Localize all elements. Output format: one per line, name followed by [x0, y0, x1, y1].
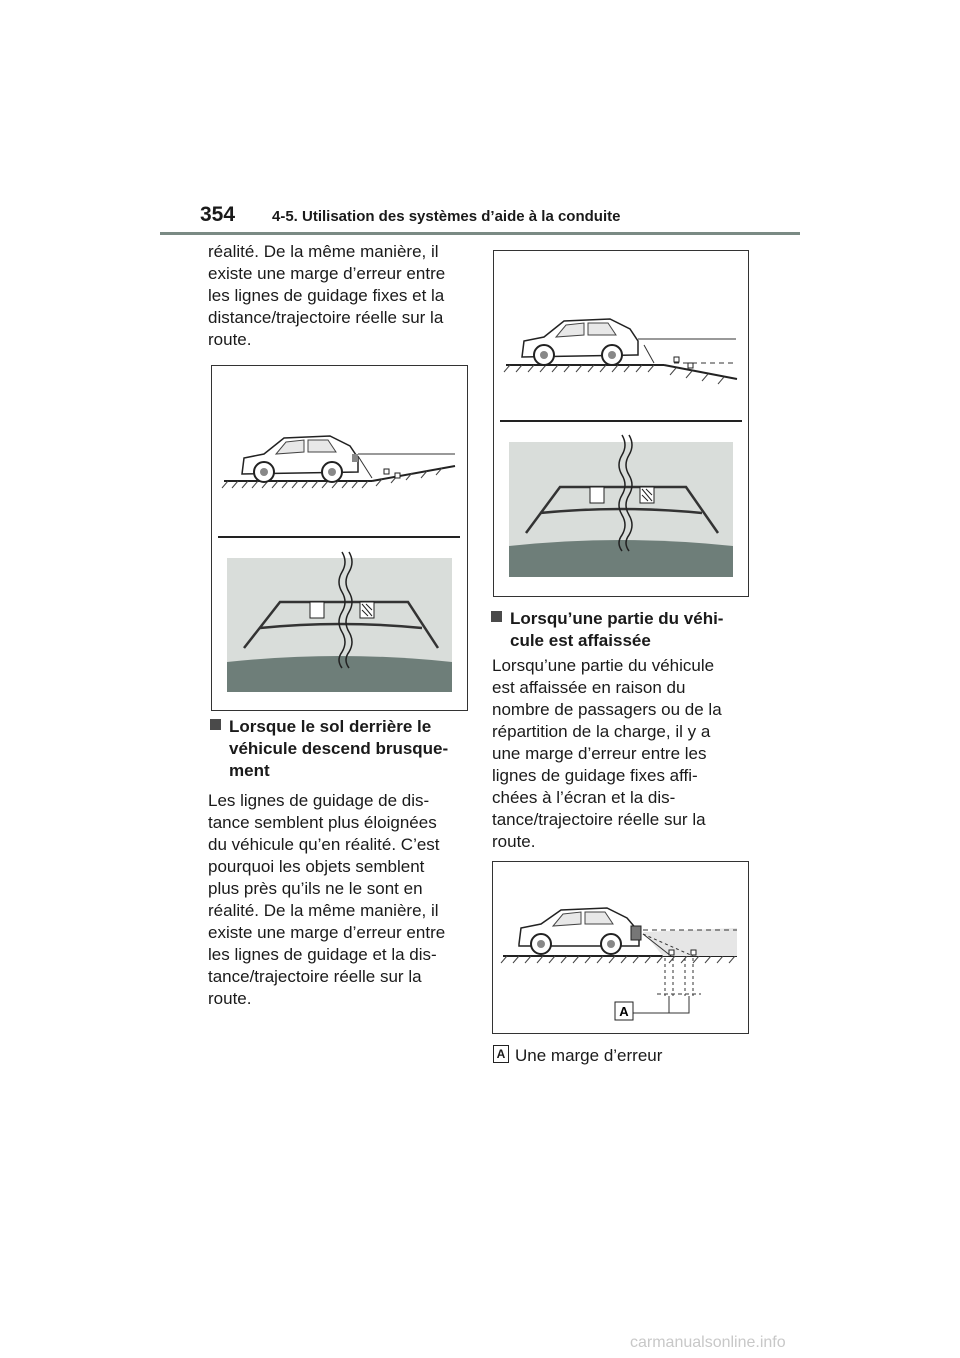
figure-slope-right: [493, 250, 749, 597]
car-icon: [519, 908, 641, 954]
intro-paragraph: [208, 241, 445, 351]
text-line: tance/trajectoire réelle sur la: [208, 967, 422, 986]
text-line: du véhicule qu’en réalité. C’est: [208, 835, 440, 854]
heading-line: Lorsqu’une partie du véhi-: [510, 609, 724, 628]
legend-text: Une marge d’erreur: [515, 1046, 663, 1065]
text-line: tance semblent plus éloignées: [208, 813, 437, 832]
heading-line: véhicule descend brusque-: [229, 739, 449, 758]
text-line: une marge d’erreur entre les: [492, 744, 707, 763]
heading-line: Lorsque le sol derrière le: [229, 717, 432, 736]
section-title: 4-5. Utilisation des systèmes d’aide à la conduite: [272, 208, 621, 225]
text-line: Lorsqu’une partie du véhicule: [492, 656, 715, 675]
text-line: réalité. De la même manière, il: [208, 901, 439, 920]
text-line: est affaissée en raison du: [492, 678, 686, 697]
bullet-square-icon: [491, 611, 502, 622]
camera-screen: [509, 435, 733, 577]
text-line: les lignes de guidage et la dis-: [208, 945, 437, 964]
text-line: pourquoi les objets semblent: [208, 857, 425, 876]
legend: [493, 1045, 662, 1067]
text-line: existe une marge d’erreur entre: [208, 923, 446, 942]
text-line: les lignes de guidage fixes et la: [208, 286, 445, 305]
figure-slope-down: [211, 365, 468, 711]
text-line: répartition de la charge, il y a: [492, 722, 711, 741]
legend-badge: A: [493, 1045, 509, 1063]
heading-line: ment: [229, 761, 270, 780]
text-line: chées à l’écran et la dis-: [492, 788, 676, 807]
header-rule: [160, 232, 800, 235]
heading-vehicle-sagging: [510, 608, 723, 652]
heading-slope-down: [229, 716, 448, 782]
text-line: route.: [208, 330, 252, 349]
bullet-square-icon: [210, 719, 221, 730]
text-line: réalité. De la même manière, il: [208, 242, 439, 261]
figure-vehicle-sagging: [492, 861, 749, 1034]
text-line: existe une marge d’erreur entre: [208, 264, 446, 283]
figure-label: A: [619, 1004, 629, 1019]
text-line: distance/trajectoire réelle sur la: [208, 308, 444, 327]
text-line: Les lignes de guidage de dis-: [208, 791, 430, 810]
watermark: carmanualsonline.info: [630, 1334, 786, 1351]
text-line: tance/trajectoire réelle sur la: [492, 810, 706, 829]
vehicle-sagging-illustration: [493, 862, 748, 1033]
page-number: 354: [200, 203, 236, 226]
slope-down-illustration: [212, 366, 467, 710]
heading-line: cule est affaissée: [510, 631, 651, 650]
car-icon: [242, 436, 358, 482]
text-line: route.: [492, 832, 536, 851]
text-line: lignes de guidage fixes affi-: [492, 766, 698, 785]
body-vehicle-sagging: [492, 655, 722, 853]
text-line: plus près qu’ils ne le sont en: [208, 879, 423, 898]
camera-screen: [227, 552, 452, 692]
text-line: route.: [208, 989, 252, 1008]
body-slope-down: [208, 790, 445, 1010]
slope-right-illustration: [494, 251, 748, 596]
car-icon: [522, 319, 638, 365]
text-line: nombre de passagers ou de la: [492, 700, 722, 719]
